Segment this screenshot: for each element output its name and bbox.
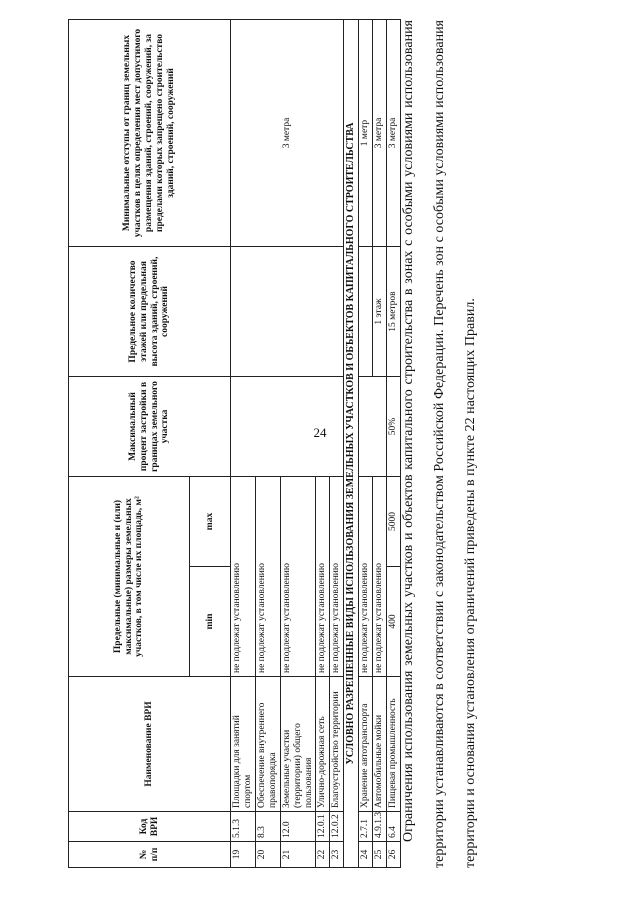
cell-size: не подлежат установлению <box>280 477 316 677</box>
header-max: max <box>190 477 231 567</box>
cell-num: 21 <box>280 842 316 868</box>
cell-num: 25 <box>372 842 386 868</box>
cell-code: 5.1.3 <box>231 812 256 842</box>
cell-floors: 15 метров <box>386 247 400 377</box>
cell-num: 19 <box>231 842 256 868</box>
header-code: Код ВРИ <box>69 812 231 842</box>
cell-num: 26 <box>386 842 400 868</box>
header-name: Наименование ВРИ <box>69 677 231 812</box>
cell-setback: 1 метр <box>358 20 372 247</box>
cell-name: Автомобильные мойки <box>372 677 386 812</box>
cell-num: 23 <box>330 842 344 868</box>
cell-name: Обеспечение внутреннего правопорядка <box>255 677 280 812</box>
cell-code: 6.4 <box>386 812 400 842</box>
cell-size: не подлежат установлению <box>231 477 256 677</box>
cell-name: Хранение автотранспорта <box>358 677 372 812</box>
cell-floors-empty <box>231 247 344 377</box>
cell-percent-empty <box>358 377 386 477</box>
cell-name: Площадки для занятий спортом <box>231 677 256 812</box>
body-paragraph: Ограничения использования земельных участков и объектов капитального строительства в зонах с особыми условиями использования территории устанавливаются в соответствии с законодательством Российской Федерации. Перечень зон с особыми условиями использования территории и основания установления ограничений приведены в пункте 22 настоящих Правил. <box>401 20 478 868</box>
header-num: № п/п <box>69 842 231 868</box>
header-min: min <box>190 567 231 677</box>
header-size: Предельные (минимальные и (или) максимальные) размеры земельных участков, в том числе их площадь, м² <box>69 477 190 677</box>
header-percent: Максимальный процент застройки в границах земельного участка <box>69 377 231 477</box>
header-setback: Минимальные отступы от границ земельных участков в целях определения мест допустимого размещения зданий, строений, сооружений, за пределами которых запрещено строительство зданий, строений, сооружений <box>69 20 231 247</box>
cell-percent-empty <box>231 377 344 477</box>
cell-name: Благоустройство территории <box>330 677 344 812</box>
table-row <box>231 20 256 868</box>
cell-code: 12.0.2 <box>330 812 344 842</box>
section-title: УСЛОВНО РАЗРЕШЕННЫЕ ВИДЫ ИСПОЛЬЗОВАНИЯ ЗЕМЕЛЬНЫХ УЧАСТКОВ И ОБЪЕКТОВ КАПИТАЛЬНОГО СТРОИТЕЛЬСТВА <box>344 20 359 868</box>
cell-num: 22 <box>316 842 330 868</box>
cell-setback: 3 метра <box>386 20 400 247</box>
cell-size: не подлежат установлению <box>255 477 280 677</box>
cell-size: не подлежат установлению <box>372 477 386 677</box>
cell-size: не подлежат установлению <box>358 477 372 677</box>
cell-setback: 3 метра <box>372 20 386 247</box>
cell-code: 12.0 <box>280 812 316 842</box>
cell-name: Улично-дорожная сеть <box>316 677 330 812</box>
zoning-parameters-table <box>68 19 401 868</box>
section-row <box>344 20 359 868</box>
cell-num: 20 <box>255 842 280 868</box>
cell-name: Пищевая промышленность <box>386 677 400 812</box>
cell-setback-merged: 3 метра <box>231 20 344 247</box>
cell-code: 12.0.1 <box>316 812 330 842</box>
table-row <box>358 20 372 868</box>
page-number: 24 <box>313 425 327 440</box>
cell-code: 2.7.1 <box>358 812 372 842</box>
cell-num: 24 <box>358 842 372 868</box>
cell-percent: 50% <box>386 377 400 477</box>
cell-name: Земельные участки (территории) общего пользования <box>280 677 316 812</box>
cell-code: 8.3 <box>255 812 280 842</box>
cell-size: не подлежат установлению <box>316 477 330 677</box>
rotated-page-content <box>68 20 640 868</box>
cell-min: 400 <box>386 567 400 677</box>
header-floors: Предельное количество этажей или предельная высота зданий, строений, сооружений <box>69 247 231 377</box>
cell-code: 4.9.1.3 <box>372 812 386 842</box>
cell-max: 5000 <box>386 477 400 567</box>
cell-size: не подлежат установлению <box>330 477 344 677</box>
cell-floors: 1 этаж <box>372 247 386 377</box>
cell-floors-empty <box>358 247 372 377</box>
